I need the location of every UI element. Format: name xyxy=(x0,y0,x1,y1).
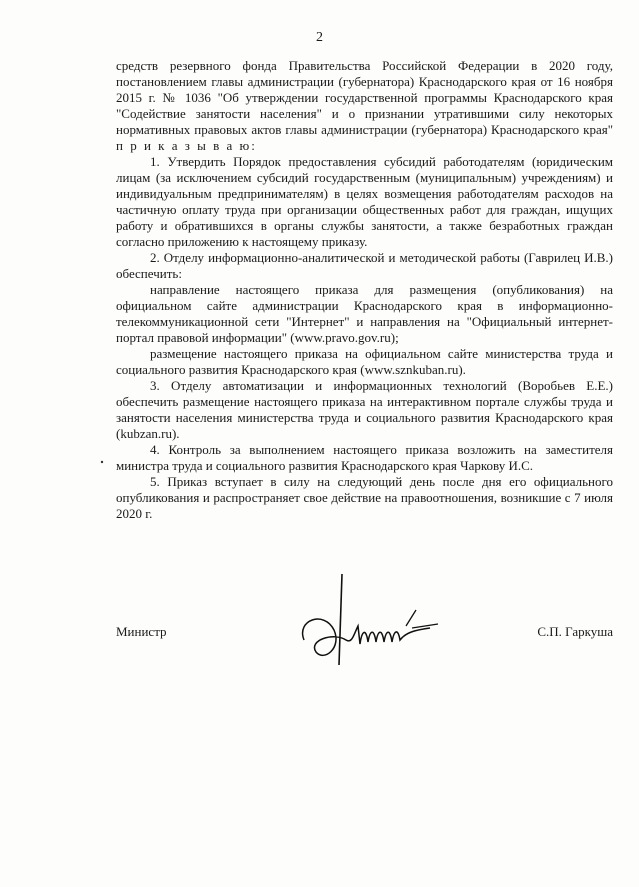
stray-mark xyxy=(100,460,104,464)
intro-paragraph xyxy=(116,58,613,154)
item-4: 4. Контроль за выполнением настоящего приказа возложить на заместителя министра труда и социального развития Краснодарского края Чаркову И.С. xyxy=(116,442,613,473)
item-3: 3. Отделу автоматизации и информационных технологий (Воробьев Е.Е.) обеспечить размещение настоящего приказа на интерактивном портале службы труда и занятости населения министерства труда и социального развития Краснодарского края (kubzan.ru). xyxy=(116,378,613,441)
item-2a: направление настоящего приказа для размещения (опубликования) на официальном сайте администрации Краснодарского края в информационно-телекоммуникационной сети "Интернет" и направления на "Официальный интернет-портал правовой информации" (www.pravo.gov.ru); xyxy=(116,282,613,345)
document-body xyxy=(116,58,613,522)
signer-name: С.П. Гаркуша xyxy=(537,624,613,639)
signature-block xyxy=(116,610,613,680)
item-2b: размещение настоящего приказа на официальном сайте министерства труда и социального развития Краснодарского края (www.sznkuban.ru). xyxy=(116,346,613,377)
intro-text: средств резервного фонда Правительства Российской Федерации в 2020 году, постановлением главы администрации (губернатора) Краснодарского края от 16 ноября 2015 г. № 1036 "Об утверждении государственной программы Краснодарского края "Содействие занятости населения" и о признании утратившими силу некоторых нормативных правовых актов главы администрации (губернатора) Краснодарского края" xyxy=(116,58,613,137)
handwritten-signature xyxy=(294,570,444,680)
item-2: 2. Отделу информационно-аналитической и методической работы (Гаврилец И.В.) обеспечить: xyxy=(116,250,613,281)
page-number: 2 xyxy=(316,30,323,45)
signer-title: Министр xyxy=(116,624,167,639)
order-word: п р и к а з ы в а ю: xyxy=(116,138,257,153)
item-1: 1. Утвердить Порядок предоставления субсидий работодателям (юридическим лицам (за исключением субсидий государственным (муниципальным) учреждениям) и индивидуальным предпринимателям) в целях возмещения работодателям расходов на частичную оплату труда при организации общественных работ для граждан, ищущих работу и обратившихся в органы службы занятости, а также безработных граждан согласно приложению к настоящему приказу. xyxy=(116,154,613,249)
item-5: 5. Приказ вступает в силу на следующий день после дня его официального опубликования и распространяет свое действие на правоотношения, возникшие с 7 июля 2020 г. xyxy=(116,474,613,521)
